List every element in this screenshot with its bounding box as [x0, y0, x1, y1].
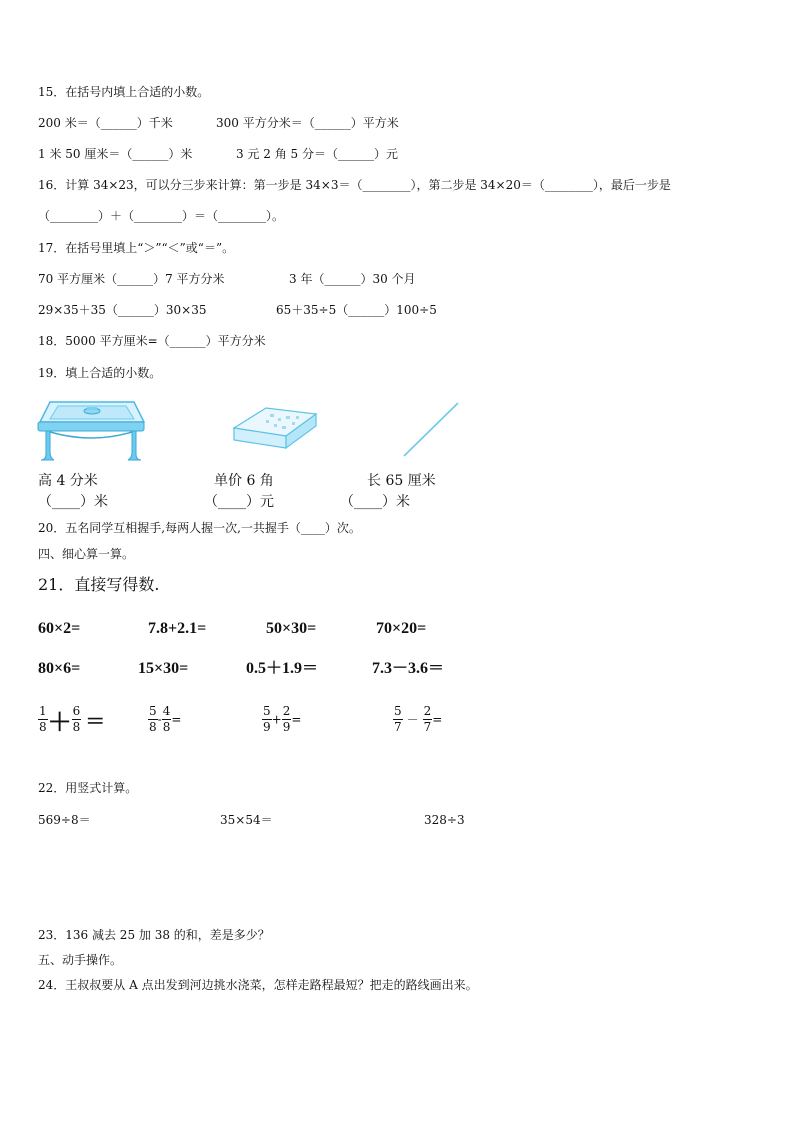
q15-line2-b: 3 元 2 角 5 分＝（______）元	[236, 147, 398, 161]
denominator: 9	[282, 720, 291, 734]
q17-title: 17．在括号里填上“＞”“＜”或“＝”。	[38, 241, 235, 255]
q15-line2-a: 1 米 50 厘米＝（______）米	[38, 147, 193, 161]
q21-fraction-3	[262, 704, 301, 735]
q21-r1-c1: 60×2=	[38, 620, 81, 637]
q21-fraction-4	[393, 704, 442, 735]
q21-fraction-1	[38, 702, 105, 737]
q21-r2-c3: 0.5＋1.9＝	[246, 660, 319, 677]
numerator: 2	[282, 704, 291, 718]
q16-line1: 16．计算 34×23，可以分三步来计算：第一步是 34×3＝（________），第二步是 34×20＝（________），最后一步是	[38, 178, 671, 192]
q19-label-length: 长 65 厘米	[367, 473, 436, 489]
q19-title: 19．填上合适的小数。	[38, 366, 162, 380]
q21-r2-c2: 15×30=	[138, 660, 189, 677]
denominator: 8	[149, 720, 157, 734]
q19-blank-price: （____）元	[204, 494, 274, 510]
q21-r2-c1: 80×6=	[38, 660, 81, 677]
section-four-heading: 四、细心算一算。	[38, 547, 135, 561]
q21-r1-c2: 7.8+2.1=	[148, 620, 207, 637]
q24-text: 24．王叔叔要从 A 点出发到河边挑水浇菜，怎样走路程最短？把走的路线画出来。	[38, 978, 478, 992]
numerator: 4	[162, 704, 171, 718]
q18-text: 18．5000 平方厘米=（______）平方分米	[38, 334, 266, 348]
numerator: 5	[263, 704, 271, 718]
q22-item-2: 35×54＝	[220, 813, 273, 827]
numerator: 1	[39, 704, 47, 718]
numerator: 2	[423, 704, 432, 718]
denominator: 8	[39, 720, 47, 734]
denominator: 9	[263, 720, 271, 734]
q22-item-3: 328÷3	[424, 813, 465, 827]
q20-text: 20．五名同学互相握手,每两人握一次,一共握手（____）次。	[38, 521, 361, 535]
operator: +	[271, 712, 282, 727]
q15-line1-b: 300 平方分米＝（______）平方米	[216, 116, 399, 130]
numerator: 5	[394, 704, 402, 718]
denominator: 7	[394, 720, 402, 734]
section-five-heading: 五、动手操作。	[38, 953, 123, 967]
q17-b: 3 年（______）30 个月	[289, 272, 416, 286]
numerator: 5	[149, 704, 157, 718]
numerator: 6	[72, 704, 81, 718]
q21-r2-c4: 7.3－3.6＝	[372, 660, 445, 677]
q19-label-height: 高 4 分米	[38, 473, 98, 489]
q19-blank-length: （____）米	[340, 494, 410, 510]
equals: =	[432, 712, 443, 727]
q15-title: 15．在括号内填上合适的小数。	[38, 85, 210, 99]
equals: ＝	[85, 709, 106, 733]
equals: =	[291, 712, 302, 727]
q21-title: 21．直接写得数.	[38, 575, 160, 594]
q21-r1-c4: 70×20=	[376, 620, 427, 637]
equals: =	[171, 712, 182, 727]
q19-label-price: 单价 6 角	[214, 473, 274, 489]
operator: －	[406, 713, 419, 727]
denominator: 8	[162, 720, 171, 734]
q21-r1-c3: 50×30=	[266, 620, 317, 637]
q17-c: 29×35＋35（______）30×35	[38, 303, 207, 317]
operator: -	[157, 712, 162, 727]
q17-a: 70 平方厘米（______）7 平方分米	[38, 272, 225, 286]
q16-line2: （________）＋（________）＝（________）。	[38, 209, 285, 223]
q22-item-1: 569÷8＝	[38, 813, 91, 827]
denominator: 8	[72, 720, 81, 734]
stick-icon	[400, 400, 462, 458]
q23-text: 23．136 减去 25 加 38 的和，差是多少？	[38, 928, 270, 942]
q19-blank-height: （____）米	[38, 494, 108, 510]
q15-line1-a: 200 米＝（______）千米	[38, 116, 173, 130]
table-icon	[36, 398, 146, 464]
q21-fraction-2	[148, 704, 181, 735]
operator: ＋	[47, 707, 72, 736]
denominator: 7	[423, 720, 432, 734]
q22-title: 22．用竖式计算。	[38, 781, 138, 795]
eraser-icon	[230, 402, 320, 452]
q17-d: 65＋35÷5（______）100÷5	[276, 303, 437, 317]
